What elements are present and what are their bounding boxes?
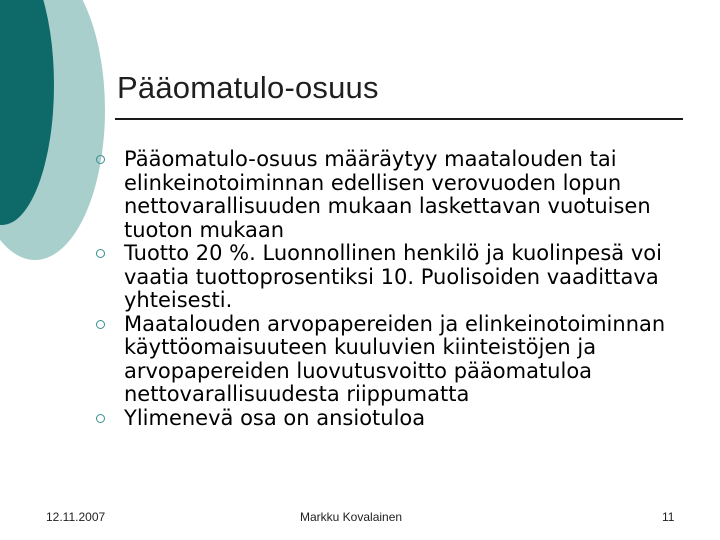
- footer-date: 12.11.2007: [46, 510, 106, 524]
- bullet-list: [90, 148, 690, 430]
- bullet-item: [90, 313, 690, 407]
- bullet-item: [90, 242, 690, 313]
- slide-title: Pääomatulo-osuus: [117, 70, 379, 105]
- footer-author: Markku Kovalainen: [300, 510, 403, 524]
- circle-bullet-icon: [96, 249, 105, 258]
- bullet-text: Ylimenevä osa on ansiotuloa: [124, 405, 426, 430]
- footer-page-number: 11: [662, 510, 675, 524]
- circle-bullet-icon: [96, 155, 105, 164]
- bullet-text: Tuotto 20 %. Luonnollinen henkilö ja kuolinpesä voi vaatia tuottoprosentiksi 10. Puolisoiden vaadittava yhteisesti.: [124, 241, 662, 312]
- bullet-text: Pääomatulo-osuus määräytyy maatalouden tai elinkeinotoiminnan edellisen verovuoden lopun nettovarallisuuden mukaan laskettavan vuotuisen tuoton mukaan: [124, 147, 651, 242]
- bullet-item: [90, 407, 690, 431]
- circle-bullet-icon: [96, 414, 105, 423]
- bullet-item: [90, 148, 690, 242]
- circle-bullet-icon: [96, 320, 105, 329]
- title-underline: [115, 118, 683, 120]
- bullet-text: Maatalouden arvopapereiden ja elinkeinotoiminnan käyttöomaisuuteen kuuluvien kiinteistöjen ja arvopapereiden luovutusvoitto pääomatuloa nettovarallisuudesta riippumatta: [124, 311, 666, 406]
